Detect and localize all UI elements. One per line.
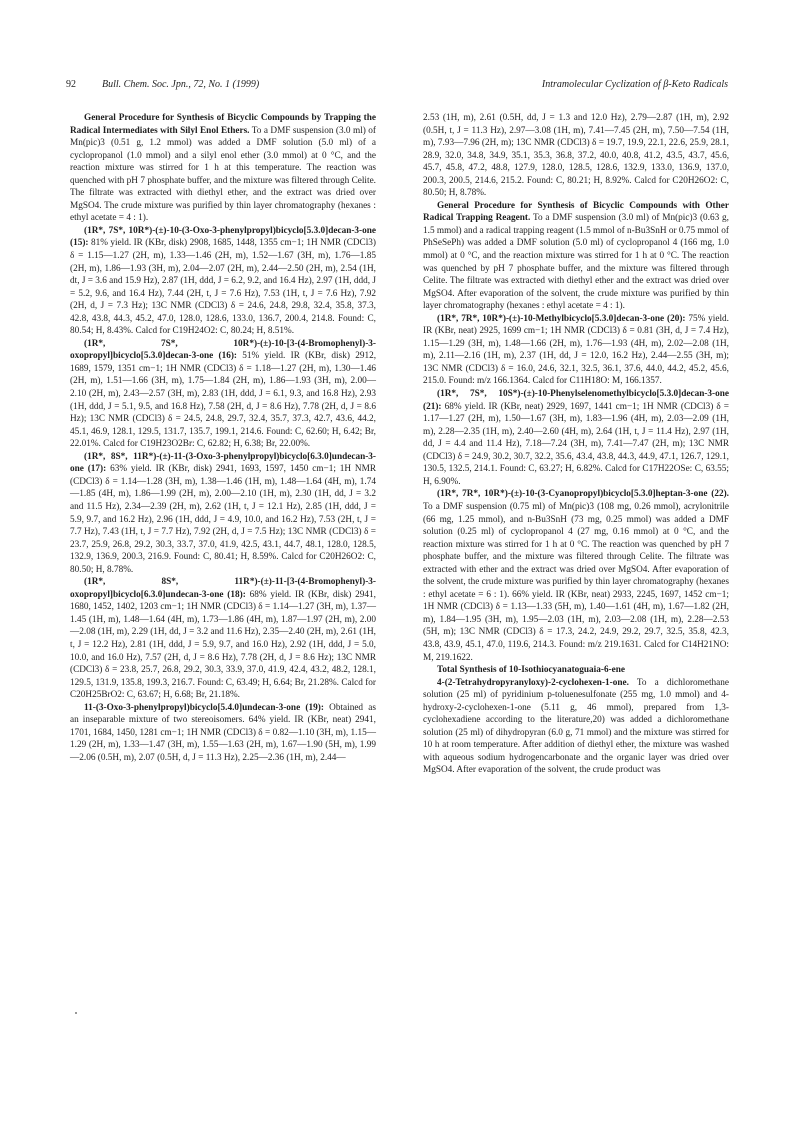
compound-heading: (1R*, 7S*, 10S*)-(±)-10-Phenylselenomethylbicyclo[5.3.0]decan-3-one (21): (423, 389, 729, 412)
paragraph-body: To a dichloromethane solution (25 ml) of pyridinium p-toluenesulfonate (255 mg, 1.0 mmol) and 4-hydroxy-2-cyclohexen-1-one (5.11 g, 46 mmol), prepared from 1,3-cyclohexadiene according to the literature,20) was added a dichloromethane solution (25 ml) of dihydropyran (6.0 g, 71 mmol) and the mixture was stirred for 10 h at room temperature. After addition of diethyl ether, the mixture was washed with aqueous sodium hydrogencarbonate and the organic layer was dried over MgSO4. After evaporation of the solvent, the crude product was (423, 677, 729, 776)
page-number: 92 (66, 79, 76, 90)
paragraph-body: 2.53 (1H, m), 2.61 (0.5H, dd, J = 1.3 and 12.0 Hz), 2.79—2.87 (1H, m), 2.92 (0.5H, t, J = 11.3 Hz), 2.97—3.08 (1H, m), 7.41—7.45 (2H, m), 7.50—7.54 (1H, m), 7.93—7.96 (2H, m); 13C NMR (CDCl3) δ = 19.7, 19.9, 22.1, 22.6, 25.9, 28.1, 28.9, 32.0, 34.8, 34.9, 35.1, 35.3, 36.8, 37.2, 40.0, 40.8, 41.2, 43.5, 43.7, 45.6, 45.7, 45.8, 47.2, 48.8, 127.9, 128.0, 128.5, 128.6, 132.9, 133.0, 136.9, 137.0, 200.3, 200.5, 214.6, 215.2. Found: C, 80.21; H, 8.92%. Calcd for C20H26O2: C, 80.50; H, 8.78%. (423, 113, 729, 199)
paragraph (423, 677, 729, 777)
paragraph (70, 702, 376, 765)
paragraph-heading: General Procedure for Synthesis of Bicyclic Compounds with Other Radical Trapping Reagent. (423, 200, 729, 224)
paragraph-body: Obtained as an inseparable mixture of two stereoisomers. 64% yield. IR (KBr, neat) 2941, 1701, 1684, 1450, 1281 cm−1; 1H NMR (CDCl3) δ = 0.82—1.10 (3H, m), 1.15—1.29 (2H, m), 1.33—1.47 (3H, m), 1.55—1.63 (2H, m), 1.67—1.90 (5H, m), 1.99—2.06 (0.5H, m), 2.07 (0.5H, d, J = 11.3 Hz), 2.25—2.36 (1H, m), 2.44— (70, 702, 376, 763)
right-column (423, 112, 729, 777)
compound-heading: 11-(3-Oxo-3-phenylpropyl)bicyclo[5.4.0]undecan-3-one (19): (84, 702, 324, 713)
paragraph (70, 451, 376, 576)
paragraph-body: 68% yield. IR (KBr, disk) 2941, 1680, 1452, 1402, 1203 cm−1; 1H NMR (CDCl3) δ = 1.14—1.27 (3H, m), 1.37—1.45 (1H, m), 1.48—1.64 (4H, m), 1.73—1.86 (4H, m), 1.87—1.97 (2H, m), 2.00—2.08 (1H, m), 2.29 (1H, dd, J = 3.2 and 11.6 Hz), 2.35—2.40 (2H, m), 2.61 (1H, t, J = 12.2 Hz), 2.81 (1H, ddd, J = 5.9, 9.7, and 16.0 Hz), 2.92 (1H, ddd, J = 5.0, 10.0, and 16.0 Hz), 7.57 (2H, d, J = 8.6 Hz), 7.78 (2H, d, J = 8.6 Hz); 13C NMR (CDCl3) δ = 23.8, 25.7, 26.8, 29.2, 30.3, 33.9, 37.0, 41.9, 42.4, 43.2, 48.2, 128.1, 129.5, 131.9, 135.8, 199.3, 216.7. Found: C, 63.49; H, 6.64; Br, 21.28%. Calcd for C20H25BrO2: C, 63.67; H, 6.68; Br, 21.18%. (70, 589, 376, 701)
paragraph-body: To a DMF suspension (3.0 ml) of Mn(pic)3 (0.63 g, 1.5 mmol) and a radical trapping reagent (1.5 mmol of n-Bu3SnH or 0.75 mmol of PhSeSePh) was added a DMF solution (5.0 ml) of cyclopropanol 4 (166 mg, 1.0 mmol) at 0 °C, and the reaction mixture was stirred for 1 h at 0 °C. The reaction was quenched by pH 7 phosphate buffer, and the mixture was filtered through Celite. The filtrate was extracted with diethyl ether and the extract was dried over MgSO4. After evaporation of the solvent, the crude mixture was purified by thin layer chromatography (hexanes : ethyl acetate = 4 : 1). (423, 213, 729, 312)
paragraph-body: 75% yield. IR (KBr, neat) 2925, 1699 cm−1; 1H NMR (CDCl3) δ = 0.81 (3H, d, J = 7.4 Hz), 1.15—1.29 (3H, m), 1.48—1.66 (2H, m), 1.76—1.93 (4H, m), 2.02—2.08 (1H, m), 2.11—2.16 (1H, m), 2.37 (1H, dd, J = 12.0, 16.2 Hz), 2.44—2.55 (3H, m); 13C NMR (CDCl3) δ = 16.0, 24.6, 32.1, 32.5, 36.1, 37.6, 44.0, 44.2, 45.2, 45.6, 215.0. Found: m/z 166.1364. Calcd for C11H18O: M, 166.1357. (423, 313, 729, 387)
compound-heading: (1R*, 7S*, 10R*)-(±)-10-[3-(4-Bromophenyl)-3-oxopropyl]bicyclo[5.3.0]decan-3-one (16): (70, 338, 376, 362)
compound-heading: (1R*, 8S*, 11R*)-(±)-11-[3-(4-Bromophenyl)-3-oxopropyl]bicyclo[6.3.0]undecan-3-one (18): (70, 577, 376, 600)
left-column (70, 112, 376, 764)
paragraph-continuation (423, 112, 729, 200)
page-header (66, 79, 728, 93)
paragraph (70, 112, 376, 225)
paragraph-heading: General Procedure for Synthesis of Bicyclic Compounds by Trapping the Radical Intermediates with Silyl Enol Ethers. (70, 113, 376, 136)
paragraph-body: To a DMF suspension (3.0 ml) of Mn(pic)3 (0.51 g, 1.2 mmol) was added a DMF solution (5.0 ml) of a cyclopropanol (1.0 mmol) and a silyl enol ether (3.0 mmol) at 0 °C, and the reaction mixture was stirred for 1 h at this temperature. The reaction was quenched with pH 7 phosphate buffer, and the mixture was filtered through Celite. The filtrate was extracted with diethyl ether, and the extract was dried over MgSO4. The crude mixture was purified by thin layer chromatography (hexanes : ethyl acetate = 4 : 1). (70, 125, 376, 224)
compound-heading: (1R*, 7R*, 10R*)-(±)-10-Methylbicyclo[5.3.0]decan-3-one (20): (437, 313, 686, 324)
paragraph-body: To a DMF suspension (0.75 ml) of Mn(pic)3 (108 mg, 0.26 mmol), acrylonitrile (66 mg, 1.25 mmol), and n-Bu3SnH (73 mg, 0.25 mmol) was added a DMF solution (0.25 ml) of cyclopropanol 4 (27 mg, 0.16 mmol) at 0 °C, and the reaction mixture was stirred for 1 h at 0 °C. The reaction was quenched by pH 7 phosphate buffer, and the mixture was filtered through Celite. The filtrate was extracted with ether and the extract was dried over MgSO4. After evaporation of the solvent, the crude mixture was purified by thin layer chromatography (hexanes : ethyl acetate = 6 : 1). 66% yield. IR (KBr, neat) 2933, 2245, 1697, 1452 cm−1; 1H NMR (CDCl3) δ = 1.13—1.33 (5H, m), 1.40—1.61 (4H, m), 1.67—1.82 (2H, m), 1.84—1.95 (3H, m), 1.95—2.03 (1H, m), 2.03—2.08 (1H, m), 2.28—2.53 (5H, m); 13C NMR (CDCl3) δ = 17.3, 24.2, 24.9, 29.2, 29.7, 32.5, 35.8, 42.3, 43.8, 43.9, 45.1, 47.0, 119.6, 214.3. Found: m/z 219.1631. Calcd for C14H21NO: M, 219.1622. (423, 501, 729, 663)
section-heading (423, 664, 729, 677)
paragraph-body: 68% yield. IR (KBr, neat) 2929, 1697, 1441 cm−1; 1H NMR (CDCl3) δ = 1.17—1.27 (2H, m), 1.50—1.67 (3H, m), 1.83—1.96 (4H, m), 2.03—2.09 (1H, m), 2.28—2.35 (1H, m), 2.40—2.60 (4H, m), 2.64 (1H, t, J = 11.4 Hz), 2.97 (1H, dd, J = 4.4 and 11.4 Hz), 7.18—7.24 (3H, m), 7.41—7.47 (2H, m); 13C NMR (CDCl3) δ = 24.9, 30.2, 30.7, 32.2, 35.6, 43.4, 43.8, 44.3, 44.9, 47.1, 126.7, 129.1, 130.5, 132.5, 214.1. Found: C, 63.27; H, 6.82%. Calcd for C17H22OSe: C, 63.55; H, 6.90%. (423, 401, 729, 487)
compound-heading: (1R*, 7S*, 10R*)-(±)-10-(3-Oxo-3-phenylpropyl)bicyclo[5.3.0]decan-3-one (15): (70, 225, 376, 249)
scan-speck (75, 1012, 77, 1014)
journal-citation: Bull. Chem. Soc. Jpn., 72, No. 1 (1999) (102, 79, 260, 90)
paragraph-body: 63% yield. IR (KBr, disk) 2941, 1693, 1597, 1450 cm−1; 1H NMR (CDCl3) δ = 1.14—1.28 (3H, m), 1.38—1.46 (1H, m), 1.48—1.64 (4H, m), 1.74—1.85 (4H, m), 1.86—1.99 (2H, m), 2.00—2.10 (1H, m), 2.30 (1H, dd, J = 3.2 and 11.5 Hz), 2.34—2.39 (2H, m), 2.62 (1H, t, J = 12.1 Hz), 2.85 (1H, ddd, J = 5.9, 9.7, and 16.2 Hz), 2.96 (1H, ddd, J = 4.9, 10.0, and 16.2 Hz), 7.53 (2H, t, J = 7.7 Hz), 7.43 (1H, t, J = 7.7 Hz), 7.92 (2H, d, J = 7.5 Hz); 13C NMR (CDCl3) δ = 23.7, 25.9, 26.8, 29.2, 30.3, 33.7, 37.0, 41.9, 42.5, 43.1, 44.7, 48.1, 128.0, 128.5, 132.9, 136.9, 200.3, 216.9. Found: C, 80.41; H, 8.59%. Calcd for C20H26O2: C, 80.50; H, 8.78%. (70, 464, 377, 575)
compound-heading: (1R*, 7R*, 10R*)-(±)-10-(3-Cyanopropyl)bicyclo[5.3.0]heptan-3-one (22). (437, 489, 729, 500)
running-title: Intramolecular Cyclization of β-Keto Radicals (541, 79, 728, 90)
paragraph (70, 576, 376, 701)
paragraph (70, 338, 376, 451)
paragraph (423, 313, 729, 388)
paragraph-body: 81% yield. IR (KBr, disk) 2908, 1685, 1448, 1355 cm−1; 1H NMR (CDCl3) δ = 1.15—1.27 (2H, m), 1.33—1.46 (2H, m), 1.52—1.67 (3H, m), 1.76—1.85 (2H, m), 1.86—1.93 (3H, m), 2.04—2.07 (2H, m), 2.44—2.50 (2H, m), 2.54 (1H, dt, J = 3.6 and 15.9 Hz), 2.87 (1H, ddd, J = 6.2, 9.2, and 16.4 Hz), 2.97 (1H, ddd, J = 5.2, 9.6, and 16.4 Hz), 7.44 (2H, t, J = 7.6 Hz), 7.53 (1H, t, J = 7.6 Hz), 7.92 (2H, d, J = 7.3 Hz); 13C NMR (CDCl3) δ = 24.6, 24.8, 29.8, 32.4, 35.8, 37.3, 42.8, 43.8, 44.3, 45.2, 47.0, 128.0, 128.6, 133.0, 136.7, 200.4, 214.8. Found: C, 80.54; H, 8.43%. Calcd for C19H24O2: C, 80.24; H, 8.51%. (70, 238, 376, 337)
paragraph (423, 388, 729, 488)
section-title: Total Synthesis of 10-Isothiocyanatoguaia-6-ene (437, 665, 626, 676)
paragraph (70, 225, 376, 338)
compound-heading: (1R*, 8S*, 11R*)-(±)-11-(3-Oxo-3-phenylpropyl)bicyclo[6.3.0]undecan-3-one (17): (70, 451, 376, 475)
paragraph (423, 200, 729, 313)
compound-heading: 4-(2-Tetrahydropyranyloxy)-2-cyclohexen-1-one. (437, 677, 629, 688)
paragraph (423, 488, 729, 664)
paragraph-body: 51% yield. IR (KBr, disk) 2912, 1689, 1579, 1351 cm−1; 1H NMR (CDCl3) δ = 1.18—1.27 (2H, m), 1.30—1.46 (2H, m), 1.51—1.66 (3H, m), 1.75—1.84 (2H, m), 1.86—1.93 (3H, m), 2.00—2.10 (2H, m), 2.43—2.57 (3H, m), 2.83 (1H, ddd, J = 6.1, 9.3, and 16.8 Hz), 2.93 (1H, ddd, J = 5.1, 9.5, and 16.8 Hz), 7.58 (2H, d, J = 8.6 Hz), 7.78 (2H, d, J = 8.6 Hz); 13C NMR (CDCl3) δ = 24.5, 24.8, 29.7, 32.4, 35.7, 37.3, 42.7, 43.6, 44.2, 45.1, 46.9, 128.1, 129.5, 131.7, 135.7, 199.1, 214.6. Found: C, 62.60; H, 6.42; Br, 22.01%. Calcd for C19H23O2Br: C, 62.82; H, 6.38; Br, 22.00%. (70, 351, 377, 450)
